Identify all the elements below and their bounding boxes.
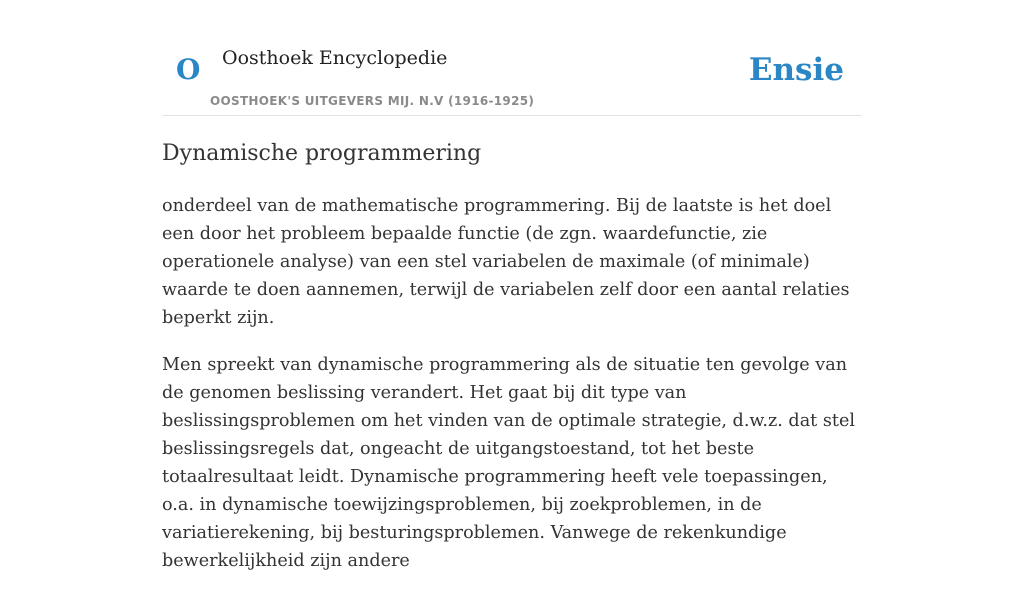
site-title[interactable]: Oosthoek Encyclopedie	[222, 47, 448, 69]
article-body	[162, 192, 862, 594]
publisher-label: OOSTHOEK'S UITGEVERS MIJ. N.V (1916-1925)	[210, 94, 535, 108]
brand-logo[interactable]: Ensie	[748, 52, 844, 88]
site-header	[162, 0, 862, 116]
article-paragraph: Men spreekt van dynamische programmering als de situatie ten gevolge van de genomen beslissing verandert. Het gaat bij dit type van beslissingsproblemen om het vinden van de optimale strategie, d.w.z. dat stel beslissingsregels dat, ongeacht de uitgangstoestand, tot het beste totaalresultaat leidt. Dynamische programmering heeft vele toepassingen, o.a. in dynamische toewijzingsproblemen, bij zoekproblemen, in de variatierekening, bij besturingsproblemen. Vanwege de rekenkundige bewerkelijkheid zijn andere	[162, 355, 855, 571]
site-logo[interactable]: O	[176, 53, 201, 86]
article-paragraph: onderdeel van de mathematische programmering. Bij de laatste is het doel een door het probleem bepaalde functie (de zgn. waardefunctie, zie operationele analyse) van een stel variabelen de maximale (of minimale) waarde te doen aannemen, terwijl de variabelen zelf door een aantal relaties beperkt zijn.	[162, 196, 850, 328]
article-title: Dynamische programmering	[162, 141, 482, 166]
